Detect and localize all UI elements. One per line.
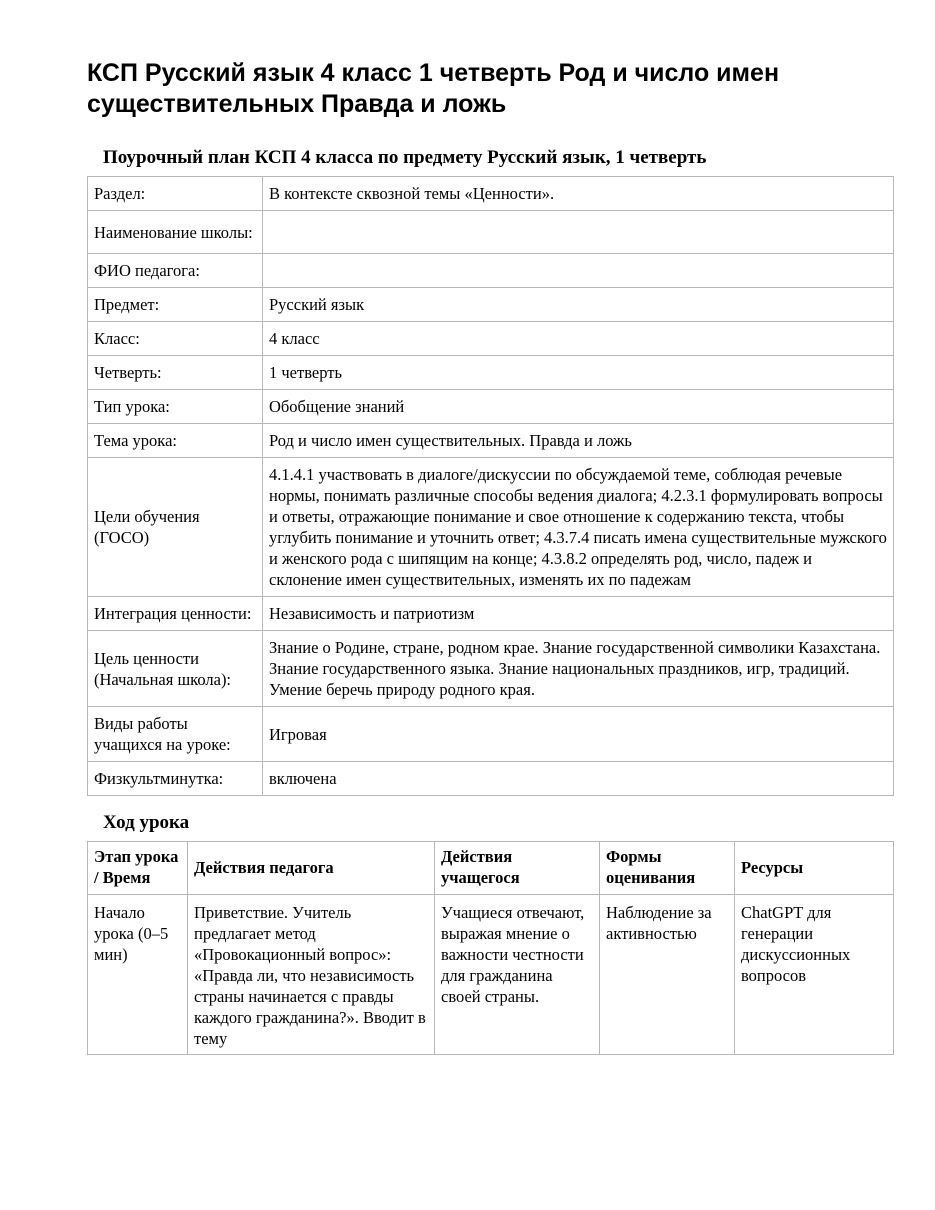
column-header-stage: Этап урока / Время [88, 842, 188, 895]
info-value: Русский язык [263, 288, 894, 322]
info-label: Физкультминутка: [88, 762, 263, 796]
column-header-student-actions: Действия учащегося [435, 842, 600, 895]
info-label: Цель ценности (Начальная школа): [88, 631, 263, 707]
info-value: Обобщение знаний [263, 390, 894, 424]
table-row [88, 895, 894, 1055]
info-label: Интеграция ценности: [88, 597, 263, 631]
info-row-lesson-type [88, 390, 894, 424]
info-row-exercise-break [88, 762, 894, 796]
info-label: Виды работы учащихся на уроке: [88, 707, 263, 762]
info-value: 1 четверть [263, 356, 894, 390]
info-row-work-types [88, 707, 894, 762]
info-value: Независимость и патриотизм [263, 597, 894, 631]
document-page [87, 58, 893, 1055]
column-header-resources: Ресурсы [735, 842, 894, 895]
column-header-assessment: Формы оценивания [600, 842, 735, 895]
column-header-teacher-actions: Действия педагога [188, 842, 435, 895]
table-cell: Начало урока (0–5 мин) [88, 895, 188, 1055]
lesson-info-table [87, 176, 894, 796]
page-title: КСП Русский язык 4 класс 1 четверть Род и число имен существительных Правда и ложь [87, 59, 780, 118]
info-value [263, 254, 894, 288]
info-label: Четверть: [88, 356, 263, 390]
table-header-row [88, 842, 894, 895]
table-cell: Учащиеся отвечают, выражая мнение о важности честности для гражданина своей страны. [435, 895, 600, 1055]
info-label: Тип урока: [88, 390, 263, 424]
info-label: Класс: [88, 322, 263, 356]
info-label: Тема урока: [88, 424, 263, 458]
info-row-lesson-topic [88, 424, 894, 458]
info-row-razdel [88, 177, 894, 211]
info-value: Знание о Родине, стране, родном крае. Знание государственной символики Казахстана. Знание государственного языка. Знание национальных праздников, игр, традиций. Умение беречь природу родного края. [263, 631, 894, 707]
info-value: В контексте сквозной темы «Ценности». [263, 177, 894, 211]
info-row-value-goal [88, 631, 894, 707]
info-value: Род и число имен существительных. Правда и ложь [263, 424, 894, 458]
info-row-school [88, 211, 894, 254]
plan-heading: Поурочный план КСП 4 класса по предмету Русский язык, 1 четверть [103, 147, 707, 168]
info-row-subject [88, 288, 894, 322]
table-cell: Приветствие. Учитель предлагает метод «Провокационный вопрос»: «Правда ли, что независимость страны начинается с правды каждого гражданина?». Вводит в тему [188, 895, 435, 1055]
info-value: 4.1.4.1 участвовать в диалоге/дискуссии по обсуждаемой теме, соблюдая речевые нормы, понимать различные способы ведения диалога; 4.2.3.1 формулировать вопросы и ответы, отражающие понимание и свое отношение к содержанию текста, чтобы углубить понимание и уточнить ответ; 4.3.7.4 писать имена существительные мужского и женского рода с шипящим на конце; 4.3.8.2 определять род, число, падеж и склонение имен существительных, изменять их по падежам [263, 458, 894, 597]
info-row-quarter [88, 356, 894, 390]
info-label: ФИО педагога: [88, 254, 263, 288]
info-label: Наименование школы: [88, 211, 263, 254]
info-value: 4 класс [263, 322, 894, 356]
lesson-progress-table [87, 841, 894, 1055]
info-value [263, 211, 894, 254]
info-value: Игровая [263, 707, 894, 762]
info-label: Раздел: [88, 177, 263, 211]
table-cell: Наблюдение за активностью [600, 895, 735, 1055]
info-row-value-integration [88, 597, 894, 631]
info-row-teacher [88, 254, 894, 288]
table-cell: ChatGPT для генерации дискуссионных вопросов [735, 895, 894, 1055]
info-row-class [88, 322, 894, 356]
lesson-progress-heading: Ход урока [103, 812, 190, 833]
info-label: Предмет: [88, 288, 263, 322]
info-value: включена [263, 762, 894, 796]
info-row-learning-goals [88, 458, 894, 597]
info-label: Цели обучения (ГОСО) [88, 458, 263, 597]
